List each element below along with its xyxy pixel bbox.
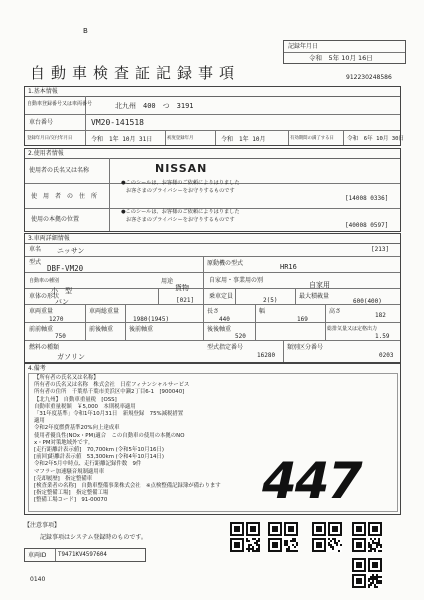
qr-module: [380, 570, 382, 572]
qr-module: [380, 582, 382, 584]
qr-module: [380, 550, 382, 552]
qr-module: [258, 534, 260, 536]
length-label: 長さ: [207, 308, 220, 315]
payload-label: 最大積載量: [299, 293, 330, 300]
payload-value: 600(400): [353, 298, 382, 305]
qr-module: [296, 534, 298, 536]
weight-label: 車両重量: [29, 308, 54, 315]
qr-module: [330, 540, 332, 542]
qr-module: [338, 540, 340, 542]
remark-line: 適用: [34, 418, 45, 425]
qr-module: [238, 546, 240, 548]
category-label: 類別区分番号: [287, 344, 324, 351]
user-name-label: 使用者の氏名又は名称: [29, 167, 90, 174]
qr-module: [242, 550, 244, 552]
qr-module: [360, 582, 362, 584]
remark-line: 【北九州】 自動車重量税 [OSS]: [34, 396, 117, 403]
gross-label: 車両総重量: [89, 308, 120, 315]
user-info-heading: 2.使用者情報: [25, 149, 400, 159]
qr-module: [360, 546, 362, 548]
qr-module: [248, 550, 250, 552]
qr-module: [376, 566, 378, 568]
displacement-label: 総排気量又は定格出力: [327, 326, 378, 332]
notice-label: 【注意事項】: [24, 522, 61, 529]
qr-code-2: [268, 522, 298, 552]
qr-module: [364, 586, 366, 588]
qr-module: [376, 586, 378, 588]
sticker-line-1b: このシールは、お客様のご依頼によりはりました: [125, 209, 240, 215]
remark-line: [整備工場コード] 91-00070: [34, 497, 108, 504]
fuel-value: ガソリン: [57, 353, 85, 361]
remark-line: 使用者優良性(NOx・PM)適合 この自動車の使用の本拠のNO: [34, 432, 185, 439]
sticker-dot-icon: ●: [121, 180, 126, 186]
document-number: 912230248586: [346, 74, 392, 81]
body-value: バン: [55, 298, 69, 306]
qr-module: [258, 540, 260, 542]
body-code: [021]: [176, 297, 195, 304]
remark-line: 自動車重量税額 ￥5,000 本則税率適用: [34, 403, 136, 410]
page-title: 自動車検査証記録事項: [30, 64, 241, 82]
qr-module: [376, 530, 378, 532]
sticker-line-1a: このシールは、お客様のご依頼によりはりました: [125, 180, 240, 186]
qr-code-3: [312, 522, 342, 552]
weight-value: 1270: [49, 316, 64, 323]
first-year-label: 初度登録年月: [167, 136, 194, 141]
qr-module: [254, 530, 256, 532]
category-value: 0203: [379, 352, 394, 359]
engine-label: 原動機の型式: [207, 260, 244, 267]
remark-line: x・PM対策地域外です。: [34, 439, 94, 446]
issue-date-box: [283, 40, 406, 64]
user-address-label: 使 用 者 の 住 所: [31, 193, 98, 200]
basic-info-heading: 1.基本情報: [25, 87, 400, 97]
width-label: 幅: [259, 308, 266, 315]
maker-label: 車名: [29, 246, 42, 253]
remarks-lines: [34, 375, 221, 505]
qr-module: [276, 530, 278, 532]
car-id-label: 車両ID: [28, 552, 47, 559]
qr-module: [248, 540, 250, 542]
reg-number-value: 北九州 400 つ 3191: [115, 102, 194, 110]
reg-number-label: 自動車登録番号又は車両番号: [27, 101, 93, 107]
maker-code: [213]: [371, 246, 390, 253]
qr-module: [380, 576, 382, 578]
sticker-code-1: [14008 0336]: [345, 195, 389, 202]
issue-date-label: 記録年月日: [288, 43, 319, 50]
front-axle-value: 750: [55, 333, 66, 340]
remark-line: 所有者の氏名又は名称 株式会社 日産フィナンシャルサービス: [34, 382, 190, 389]
qr-code-5: [352, 558, 382, 588]
private-label: 自家用・事業用の別: [209, 277, 264, 284]
qr-module: [336, 544, 338, 546]
qr-module: [340, 544, 342, 546]
qr-module: [294, 546, 296, 548]
sticker-line-2b: お客さまのプライバシーをお守りするものです: [126, 217, 235, 223]
qr-module: [376, 546, 378, 548]
length-value: 440: [219, 316, 230, 323]
qr-module: [340, 534, 342, 536]
type-value: DBF-VM20: [47, 264, 84, 273]
kind-value: 小 型: [51, 287, 72, 295]
engine-value: HR16: [280, 263, 297, 271]
private-value: 自家用: [309, 281, 330, 289]
height-label: 高さ: [329, 308, 342, 315]
qr-module: [324, 534, 326, 536]
qr-module: [332, 548, 334, 550]
user-info-section: [24, 148, 401, 232]
qr-module: [364, 570, 366, 572]
privacy-sticker-note-1: [121, 179, 240, 195]
car-id-value: T9471KV4597604: [58, 552, 107, 558]
qr-module: [374, 550, 376, 552]
qr-module: [296, 544, 298, 546]
issue-date-value: 令和 5年 10月 16日: [309, 54, 373, 62]
qr-code-4: [352, 522, 382, 552]
qr-module: [280, 550, 282, 552]
qr-module: [370, 550, 372, 552]
form-mark: B: [83, 27, 88, 35]
remark-line: 令和2年5月中時点、走行距離記録件数 9件: [34, 461, 142, 468]
sticker-code-2: [40008 0597]: [345, 222, 389, 229]
qr-code-1: [230, 522, 260, 552]
qr-module: [338, 550, 340, 552]
displacement-value: 1.59: [375, 333, 390, 340]
rear-axle-value: 520: [235, 333, 246, 340]
vehicle-details-section: [24, 233, 401, 363]
basic-info-section: [24, 86, 405, 146]
qr-module: [320, 546, 322, 548]
qr-module: [380, 534, 382, 536]
body-label: 車体の形状: [29, 293, 60, 300]
gross-value: 1980(1945): [133, 316, 170, 323]
qr-module: [370, 584, 372, 586]
first-reg-label: 登録年月日/交付年月日: [27, 136, 73, 141]
remark-line: [前回]距離計表示値 53,300km (令和4年10月14日): [34, 454, 164, 461]
privacy-sticker-note-2: [121, 208, 240, 224]
qr-module: [368, 586, 370, 588]
use-value: 貨物: [175, 284, 189, 292]
qr-module: [380, 546, 382, 548]
maker-value: ニッサン: [57, 247, 85, 255]
remark-line: [指定整備工場] 指定整備工場: [34, 490, 109, 497]
remark-line: 「31年度基準」令和1年10月31日 新規登録 75%減税措置: [34, 411, 184, 418]
expiry-value: 令和 6年 10月 30日: [347, 136, 405, 142]
qr-module: [276, 546, 278, 548]
width-value: 169: [297, 316, 308, 323]
first-year-value: 令和 1年 10月: [221, 136, 266, 143]
remark-line: [走行距離計表示値] 70,700km (令和5年10月16日): [34, 447, 164, 454]
rear-axle-label: 後後軸重: [207, 326, 232, 333]
notice-text: 記録事項はシステム登録時のものです。: [40, 534, 147, 541]
remark-line: 【所有者の氏名又は名称】: [34, 375, 99, 381]
remark-line: 令和2年度燃費基準20%向上達成車: [34, 425, 120, 432]
remark-line: マフラー加速騒音規制適用車: [34, 468, 105, 475]
remark-line: [検査業者の名称] 自動車整備事業株式会社 ※点検整備記録簿が備わります: [34, 483, 221, 490]
vehicle-details-heading: 3.車両詳細情報: [25, 234, 400, 244]
qr-module: [364, 534, 366, 536]
qr-module: [364, 550, 366, 552]
kind-label: 自動車の種別: [29, 278, 60, 284]
qr-module: [360, 530, 362, 532]
base-location-label: 使用の本拠の位置: [31, 216, 80, 223]
page-code: 0140: [30, 576, 46, 583]
qr-module: [336, 530, 338, 532]
qr-module: [374, 538, 376, 540]
front-axle-label: 前前軸重: [29, 326, 54, 333]
sticker-dot-icon: ●: [121, 209, 126, 215]
qr-module: [280, 534, 282, 536]
qr-module: [296, 550, 298, 552]
remark-line: 所有者の住所 千葉県千葉市美浜区中瀬2丁目6-1 [900040]: [34, 389, 185, 396]
car-id-box: [24, 548, 146, 562]
chassis-value: VM20-141518: [91, 118, 144, 127]
model-number-value: 16280: [257, 352, 276, 359]
front-rear-axle-label: 前後軸重: [89, 326, 114, 333]
nissan-logo: NISSAN: [155, 162, 208, 175]
qr-module: [324, 550, 326, 552]
qr-module: [258, 550, 260, 552]
expiry-label: 有効期間の満了する日: [290, 136, 334, 141]
qr-module: [242, 534, 244, 536]
capacity-value: 2(5): [263, 297, 278, 304]
model-number-label: 型式指定番号: [207, 344, 244, 351]
first-reg-value: 令和 1年 10月 31日: [91, 136, 153, 143]
sticker-line-2a: お客さまのプライバシーをお守りするものです: [126, 188, 235, 194]
type-label: 型式: [29, 259, 42, 266]
qr-module: [238, 530, 240, 532]
use-label: 用途: [161, 278, 174, 285]
qr-module: [360, 566, 362, 568]
height-value: 182: [375, 312, 386, 319]
remarks-heading: 4.備考: [28, 365, 46, 372]
rear-front-axle-label: 後前軸重: [129, 326, 154, 333]
qr-module: [292, 530, 294, 532]
handwritten-number-stamp: 447: [255, 452, 367, 510]
remark-line: [売却履歴] 指定整備車: [34, 475, 93, 482]
qr-module: [320, 530, 322, 532]
capacity-label: 乗車定員: [209, 293, 234, 300]
chassis-label: 車台番号: [29, 119, 54, 126]
fuel-label: 燃料の種類: [29, 344, 60, 351]
